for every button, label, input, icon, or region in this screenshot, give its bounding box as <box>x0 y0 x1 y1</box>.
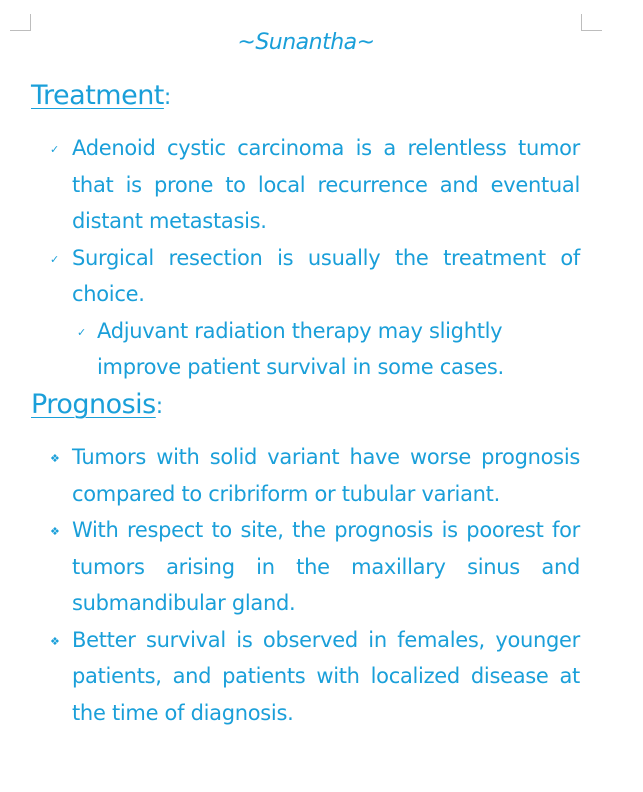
check-bullet-icon: ✓ <box>50 252 59 266</box>
prognosis-item <box>30 622 580 732</box>
treatment-heading-colon: : <box>163 85 171 110</box>
treatment-item <box>30 130 580 240</box>
prognosis-heading-text: Prognosis <box>31 389 156 420</box>
prognosis-item-text: Tumors with solid variant have worse prognosis compared to cribriform or tubular variant. <box>72 445 580 506</box>
treatment-item-text: Surgical resection is usually the treatment of choice. <box>72 245 580 306</box>
treatment-item <box>30 240 580 313</box>
author-header: ~Sunantha~ <box>237 30 375 55</box>
prognosis-heading-colon: : <box>155 394 163 419</box>
prognosis-item <box>30 439 580 512</box>
crop-mark-top-left <box>10 14 31 31</box>
prognosis-list <box>30 439 580 731</box>
prognosis-item <box>30 512 580 622</box>
treatment-list <box>30 130 580 386</box>
treatment-item-text: Adenoid cystic carcinoma is a relentless tumor that is prone to local recurrence and eventual distant metastasis. <box>72 136 580 233</box>
prognosis-item-text: Better survival is observed in females, younger patients, and patients with localized disease at the time of diagnosis. <box>72 627 580 725</box>
treatment-heading-text: Treatment <box>31 80 164 111</box>
diamond-bullet-icon: ❖ <box>50 452 60 465</box>
prognosis-heading <box>31 389 163 420</box>
check-bullet-icon: ✓ <box>50 143 59 156</box>
treatment-subitem-text: Adjuvant radiation therapy may slightly improve patient survival in some cases. <box>97 318 504 379</box>
check-bullet-icon: ✓ <box>77 325 86 339</box>
diamond-bullet-icon: ❖ <box>50 525 60 538</box>
treatment-heading <box>31 80 171 111</box>
treatment-subitem <box>30 313 580 386</box>
diamond-bullet-icon: ❖ <box>50 634 60 648</box>
crop-mark-top-right <box>581 14 602 31</box>
prognosis-item-text: With respect to site, the prognosis is poorest for tumors arising in the maxillary sinus and submandibular gland. <box>72 518 580 615</box>
